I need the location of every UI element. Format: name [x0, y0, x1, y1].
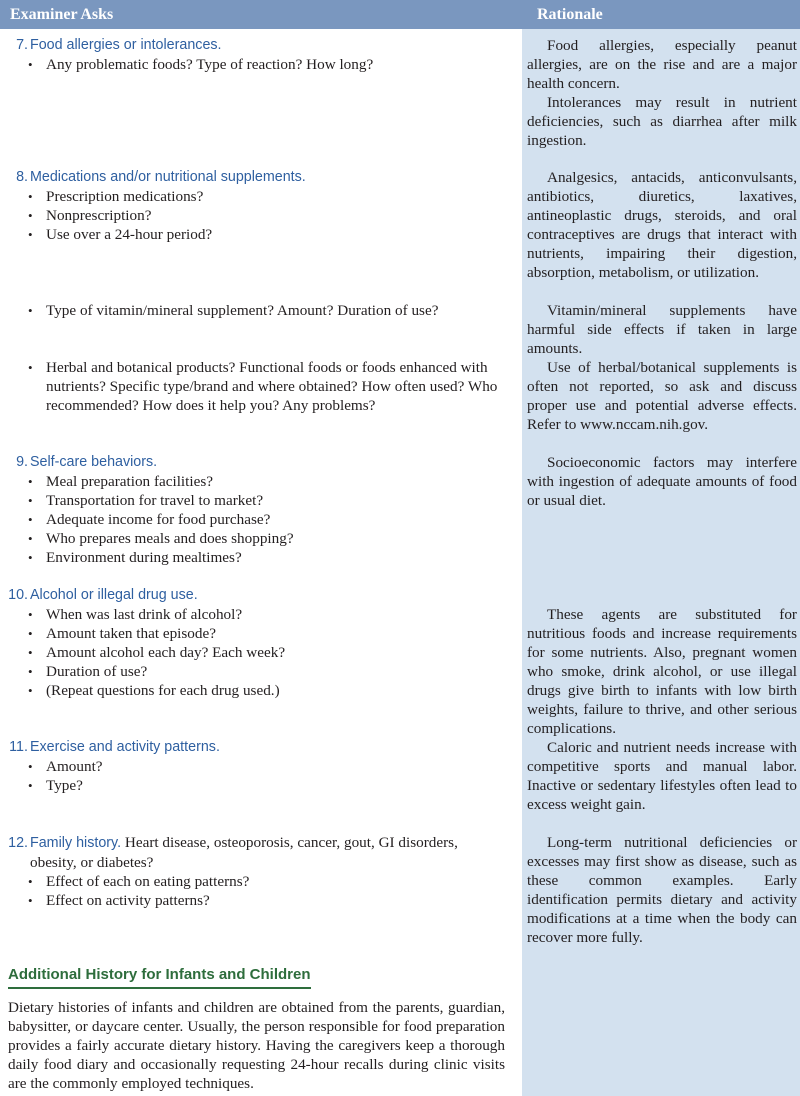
examiner-question — [8, 738, 514, 795]
examiner-question — [8, 453, 514, 567]
question-heading: 10. Alcohol or illegal drug use. — [8, 587, 198, 603]
table-header — [0, 0, 800, 29]
examiner-asks-header: Examiner Asks — [10, 6, 114, 23]
question-continued-text: obesity, or diabetes? — [30, 854, 154, 871]
rationale-text — [527, 36, 797, 150]
rationale-text — [527, 605, 797, 738]
list-item: • (Repeat questions for each drug used.) — [8, 681, 514, 700]
rationale-paragraph: Long-term nutritional deficiencies or excesses may first show as disease, such as these common examples. Early identification permits dietary and activity modifications at a time when the body can recover more fully. — [527, 834, 797, 946]
list-item: • Transportation for travel to market? — [8, 491, 514, 510]
question-heading: 11. Exercise and activity patterns. — [9, 739, 220, 755]
rationale-paragraph: Food allergies, especially peanut allergies, are on the rise and are a major health concern. — [527, 37, 797, 92]
rationale-paragraph: These agents are substituted for nutritious foods and increase requirements for some nutrients. Also, pregnant women who smoke, drink alcohol, or use illegal drugs give birth to infants with low birth weights, failure to thrive, and other serious complications. — [527, 606, 797, 737]
question-inline-text: Heart disease, osteoporosis, cancer, gout, GI disorders, — [121, 834, 458, 851]
question-heading: 8. Medications and/or nutritional supplements. — [16, 169, 306, 185]
examiner-question — [8, 36, 514, 74]
additional-history-heading: Additional History for Infants and Children — [8, 966, 311, 989]
list-item: • Nonprescription? — [8, 206, 514, 225]
list-item: • Amount alcohol each day? Each week? — [8, 643, 514, 662]
rationale-text — [527, 358, 797, 434]
list-item: • Adequate income for food purchase? — [8, 510, 514, 529]
question-title: Alcohol or illegal drug use. — [30, 587, 198, 603]
rationale-text — [527, 833, 797, 947]
list-item: • Any problematic foods? Type of reaction? How long? — [8, 55, 514, 74]
list-item: • Type? — [8, 776, 514, 795]
list-item: • Effect on activity patterns? — [8, 891, 514, 910]
question-bullets — [8, 472, 514, 567]
list-item: • Amount taken that episode? — [8, 624, 514, 643]
question-title: Food allergies or intolerances. — [30, 37, 222, 53]
list-item: • Environment during mealtimes? — [8, 548, 514, 567]
list-item: • Amount? — [8, 757, 514, 776]
question-bullets — [8, 872, 514, 910]
question-heading: 7. Food allergies or intolerances. — [16, 37, 222, 53]
rationale-paragraph: Analgesics, antacids, anticonvulsants, antibiotics, diuretics, laxatives, antineoplastic drugs, steroids, and oral contraceptives are drugs that interact with nutrients, impairing their digestion, absorption, metabolism, or utilization. — [527, 169, 797, 281]
list-item: • Meal preparation facilities? — [8, 472, 514, 491]
list-item: • Herbal and botanical products? Functional foods or foods enhanced with nutrients? Specific type/brand and where obtained? How often used? Who recommended? How does it help you? Any problems? — [8, 358, 514, 415]
question-heading: 9. Self-care behaviors. — [16, 454, 158, 470]
examiner-question — [8, 358, 514, 415]
rationale-text — [527, 168, 797, 282]
rationale-header: Rationale — [537, 6, 603, 23]
rationale-paragraph: Use of herbal/botanical supplements is often not reported, so ask and discuss proper use and potential adverse effects. Refer to www.nccam.nih.gov. — [527, 359, 797, 433]
list-item: • Type of vitamin/mineral supplement? Amount? Duration of use? — [8, 301, 514, 320]
question-bullets — [8, 187, 514, 244]
rationale-paragraph: Intolerances may result in nutrient deficiencies, such as diarrhea after milk ingestion. — [527, 94, 797, 149]
list-item: • Who prepares meals and does shopping? — [8, 529, 514, 548]
question-title: Self-care behaviors. — [30, 454, 158, 470]
list-item: • When was last drink of alcohol? — [8, 605, 514, 624]
rationale-text — [527, 453, 797, 510]
question-bullets — [8, 358, 514, 415]
question-bullets — [8, 55, 514, 74]
examiner-question — [8, 833, 514, 910]
list-item: • Use over a 24-hour period? — [8, 225, 514, 244]
additional-history-paragraph: Dietary histories of infants and children are obtained from the parents, guardian, babysitter, or daycare center. Usually, the person responsible for food preparation provides a fairly accurate dietary history. Having the caregivers keep a thorough daily food diary and occasionally requesting 24-hour recalls during clinic visits are the commonly employed techniques. — [8, 999, 505, 1092]
examiner-question — [8, 168, 514, 244]
question-title: Exercise and activity patterns. — [30, 739, 220, 755]
list-item: • Duration of use? — [8, 662, 514, 681]
question-bullets — [8, 301, 514, 320]
rationale-paragraph: Socioeconomic factors may interfere with ingestion of adequate amounts of food or usual diet. — [527, 454, 797, 509]
list-item: • Prescription medications? — [8, 187, 514, 206]
examiner-question — [8, 301, 514, 320]
rationale-paragraph: Caloric and nutrient needs increase with competitive sports and manual labor. Inactive or sedentary lifestyles often lead to excess weight gain. — [527, 739, 797, 813]
rationale-text — [527, 301, 797, 358]
question-title: Family history. — [30, 835, 122, 851]
question-bullets — [8, 757, 514, 795]
question-heading: 12. Family history. Heart disease, osteoporosis, cancer, gout, GI disorders, — [8, 834, 458, 851]
rationale-text — [527, 738, 797, 814]
list-item: • Effect of each on eating patterns? — [8, 872, 514, 891]
question-title: Medications and/or nutritional supplements. — [30, 169, 306, 185]
examiner-question — [8, 586, 514, 700]
rationale-paragraph: Vitamin/mineral supplements have harmful side effects if taken in large amounts. — [527, 302, 797, 357]
question-bullets — [8, 605, 514, 700]
